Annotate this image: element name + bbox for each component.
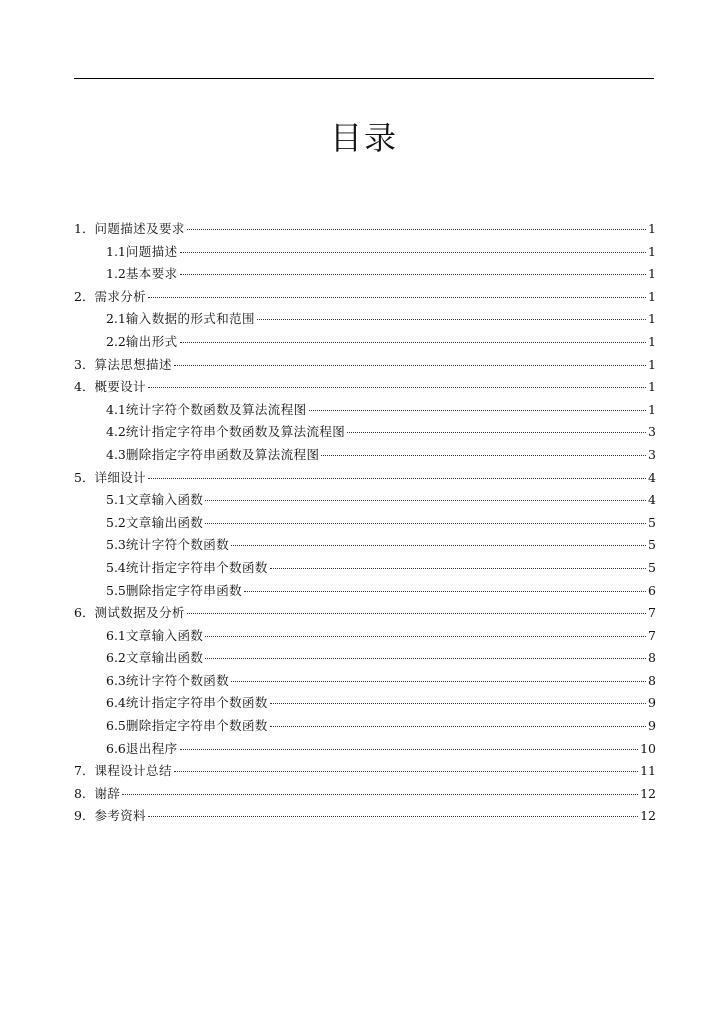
toc-entry-title: 文章输入函数 [125, 492, 204, 508]
toc-entry-page: 11 [640, 763, 656, 779]
toc-leader-dots [231, 667, 646, 682]
toc-entry-title: 文章输出函数 [125, 650, 204, 666]
toc-entry-number: 2.2 [106, 333, 126, 349]
toc-entry-number: 2.1 [106, 311, 126, 327]
toc-entry-title: 课程设计总结 [94, 763, 172, 779]
toc-entry-number: 8． [74, 785, 95, 801]
toc-entry-page: 1 [648, 221, 656, 236]
toc-leader-dots [174, 757, 638, 772]
toc-entry-number: 1.1 [106, 243, 126, 259]
toc-entry-title: 文章输出函数 [125, 514, 204, 530]
toc-leader-dots [270, 689, 646, 704]
toc-entry-title: 测试数据及分析 [94, 605, 185, 621]
toc-leader-dots [148, 283, 646, 298]
toc-entry-page: 10 [640, 740, 656, 756]
toc-entry-title: 统计指定字符串个数函数 [125, 695, 268, 711]
toc-entry-title: 输入数据的形式和范围 [125, 311, 255, 327]
toc-entry-page: 1 [648, 356, 656, 372]
toc-entry-title: 统计指定字符串个数函数及算法流程图 [125, 424, 346, 440]
toc-entry-number: 1.2 [106, 266, 126, 282]
toc-leader-dots [309, 396, 647, 411]
toc-entry-title: 算法思想描述 [94, 356, 172, 372]
toc-leader-dots [270, 712, 646, 727]
toc-entry-number: 5.4 [106, 559, 126, 575]
toc-entry-number: 4.1 [106, 401, 126, 417]
toc-entry-page: 7 [648, 627, 656, 643]
toc-entry-title: 统计字符个数函数及算法流程图 [125, 401, 307, 417]
toc-leader-dots [257, 305, 646, 320]
toc-entry-title: 详细设计 [94, 469, 147, 485]
toc-leader-dots [180, 238, 647, 253]
toc-entry-number: 6.2 [106, 650, 126, 666]
toc-leader-dots [205, 644, 646, 659]
toc-entry-page: 4 [648, 492, 656, 508]
toc-entry-page: 5 [648, 514, 656, 530]
table-of-contents [74, 218, 656, 828]
toc-entry-page: 9 [648, 695, 656, 711]
toc-entry-number: 5.3 [106, 537, 126, 553]
toc-entry-page: 1 [648, 266, 656, 282]
toc-entry-title: 统计字符个数函数 [125, 672, 230, 688]
toc-entry-page: 1 [648, 243, 656, 259]
toc-leader-dots [180, 735, 639, 750]
toc-leader-dots [148, 464, 646, 479]
toc-entry-number: 6． [74, 605, 95, 621]
toc-entry-title: 问题描述及要求 [94, 221, 185, 236]
toc-entry-title: 参考资料 [94, 808, 147, 824]
toc-leader-dots [205, 486, 646, 501]
toc-entry-number: 4． [74, 379, 95, 395]
toc-leader-dots [180, 328, 647, 343]
header-rule [74, 78, 654, 79]
toc-entry-title: 文章输入函数 [125, 627, 204, 643]
toc-entry-number: 5.5 [106, 582, 126, 598]
toc-entry[interactable] [74, 805, 656, 828]
toc-leader-dots [231, 531, 646, 546]
toc-leader-dots [180, 260, 647, 275]
toc-entry-title: 谢辞 [94, 785, 121, 801]
toc-leader-dots [347, 418, 646, 433]
toc-entry-title: 输出形式 [125, 333, 178, 349]
toc-entry-number: 3． [74, 356, 95, 372]
toc-entry-number: 6.3 [106, 672, 126, 688]
toc-entry-number: 6.6 [106, 740, 126, 756]
toc-entry-number: 5.2 [106, 514, 126, 530]
toc-entry-number: 6.1 [106, 627, 126, 643]
toc-leader-dots [321, 441, 646, 456]
toc-entry-page: 1 [648, 379, 656, 395]
toc-entry-number: 4.3 [106, 446, 126, 462]
page-title: 目录 [329, 119, 398, 157]
toc-entry-page: 12 [640, 785, 656, 801]
toc-leader-dots [122, 780, 638, 795]
toc-entry-title: 基本要求 [125, 266, 178, 282]
toc-entry-page: 1 [648, 401, 656, 417]
toc-entry-page: 9 [648, 718, 656, 734]
toc-entry-title: 删除指定字符串函数及算法流程图 [125, 446, 320, 462]
toc-entry-page: 1 [648, 333, 656, 349]
toc-entry-title: 退出程序 [125, 740, 178, 756]
toc-entry-page: 1 [648, 311, 656, 327]
toc-entry-number: 4.2 [106, 424, 126, 440]
toc-entry-page: 4 [648, 469, 656, 485]
toc-entry-page: 8 [648, 650, 656, 666]
toc-leader-dots [244, 577, 646, 592]
toc-entry-page: 5 [648, 537, 656, 553]
toc-leader-dots [174, 351, 646, 366]
toc-entry-page: 8 [648, 672, 656, 688]
toc-entry-title: 删除指定字符串个数函数 [125, 718, 268, 734]
toc-entry-title: 删除指定字符串函数 [125, 582, 242, 598]
toc-entry-number: 1． [74, 221, 95, 236]
toc-entry-number: 9． [74, 808, 95, 824]
toc-entry-number: 6.4 [106, 695, 126, 711]
toc-entry-title: 问题描述 [125, 243, 178, 259]
toc-entry-number: 5． [74, 469, 95, 485]
toc-leader-dots [205, 622, 646, 637]
toc-entry-number: 5.1 [106, 492, 126, 508]
toc-entry-page: 1 [648, 288, 656, 304]
toc-entry-page: 5 [648, 559, 656, 575]
toc-leader-dots [187, 215, 646, 230]
toc-entry-title: 统计指定字符串个数函数 [125, 559, 268, 575]
toc-entry-number: 6.5 [106, 718, 126, 734]
toc-leader-dots [205, 509, 646, 524]
toc-entry-page: 7 [648, 605, 656, 621]
toc-leader-dots [187, 599, 646, 614]
toc-entry-title: 概要设计 [94, 379, 147, 395]
toc-entry-title: 需求分析 [94, 288, 147, 304]
toc-leader-dots [148, 373, 646, 388]
toc-entry-page: 6 [648, 582, 656, 598]
toc-entry-number: 2． [74, 288, 95, 304]
toc-entry-page: 3 [648, 424, 656, 440]
toc-entry-number: 7． [74, 763, 95, 779]
toc-entry-page: 3 [648, 446, 656, 462]
toc-entry-title: 统计字符个数函数 [125, 537, 230, 553]
toc-leader-dots [270, 554, 646, 569]
toc-leader-dots [148, 802, 638, 817]
toc-entry-page: 12 [640, 808, 656, 824]
